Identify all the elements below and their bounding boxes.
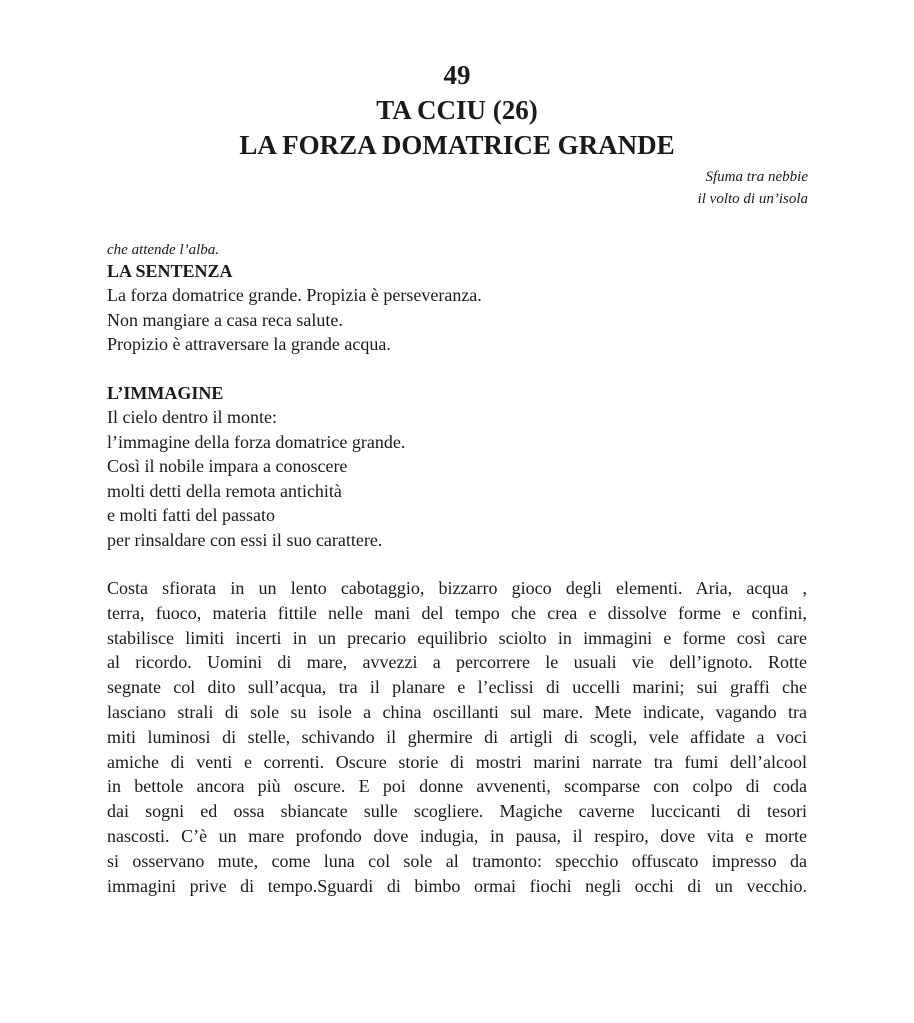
- prose-line: Costa sfiorata in un lento cabotaggio, bizzarro gioco degli elementi. Aria, acqua ,: [107, 578, 807, 598]
- prose-line: lasciano strali di sole su isole a china oscillanti sul mare. Mete indicate, vagando tra: [107, 701, 807, 722]
- chapter-number: 49: [443, 60, 471, 90]
- immagine-line: e molti fatti del passato: [107, 505, 275, 525]
- sentenza-line: Non mangiare a casa reca salute.: [107, 309, 343, 330]
- sentenza-section: [107, 259, 807, 357]
- immagine-line: Così il nobile impara a conoscere: [107, 456, 348, 476]
- prose-line: in bettole ancora più oscure. E poi donne avvenenti, scomparse con colpo di coda: [107, 776, 807, 797]
- chapter-title-block: [0, 58, 914, 163]
- immagine-section: [107, 381, 807, 552]
- sentenza-heading: LA SENTENZA: [107, 261, 233, 281]
- prose-line: dai sogni ed ossa sbiancate sulle scogliere. Magiche caverne luccicanti di tesori: [107, 801, 807, 822]
- prose-line: si osservano mute, come luna col sole al tramonto: specchio offuscato impresso da: [107, 850, 807, 871]
- prose-paragraph: [107, 576, 807, 898]
- prose-line: segnate col dito sull’acqua, tra il planare e l’eclissi di uccelli marini; sui graffi che: [107, 677, 807, 698]
- epigraph-line: Sfuma tra nebbie: [705, 169, 808, 185]
- sentenza-line: Propizio è attraversare la grande acqua.: [107, 334, 391, 354]
- immagine-heading: L’IMMAGINE: [107, 383, 224, 403]
- sentenza-line: La forza domatrice grande. Propizia è perseveranza.: [107, 285, 482, 305]
- immagine-line: Il cielo dentro il monte:: [107, 407, 277, 427]
- epigraph-line: il volto di un’isola: [697, 191, 808, 207]
- immagine-line: molti detti della remota antichità: [107, 480, 342, 501]
- epigraph-continuation: che attende l’alba.: [107, 242, 220, 258]
- prose-line: miti luminosi di stelle, schivando il ghermire di artigli di scogli, vele affidate a voci: [107, 726, 807, 747]
- immagine-line: l’immagine della forza domatrice grande.: [107, 431, 406, 452]
- prose-line: amiche di venti e correnti. Oscure storie di mostri marini narrate tra fumi dell’alcool: [107, 751, 807, 772]
- prose-line: nascosti. C’è un mare profondo dove indugia, in pausa, il respiro, dove vita e morte: [107, 825, 807, 846]
- prose-line: stabilisce limiti incerti in un precario equilibrio sciolto in immagini e forme così care: [107, 627, 807, 648]
- hexagram-name: TA CCIU (26): [376, 95, 538, 125]
- prose-line: al ricordo. Uomini di mare, avvezzi a percorrere le usuali vie dell’ignoto. Rotte: [107, 652, 807, 673]
- prose-line: terra, fuoco, materia fittile nelle mani del tempo che crea e dissolve forme e confini,: [107, 602, 807, 623]
- prose-line: immagini prive di tempo.Sguardi di bimbo ormai fiochi negli occhi di un vecchio.: [107, 875, 807, 896]
- epigraph: [698, 166, 808, 210]
- immagine-line: per rinsaldare con essi il suo carattere.: [107, 529, 383, 550]
- hexagram-title: LA FORZA DOMATRICE GRANDE: [239, 130, 675, 160]
